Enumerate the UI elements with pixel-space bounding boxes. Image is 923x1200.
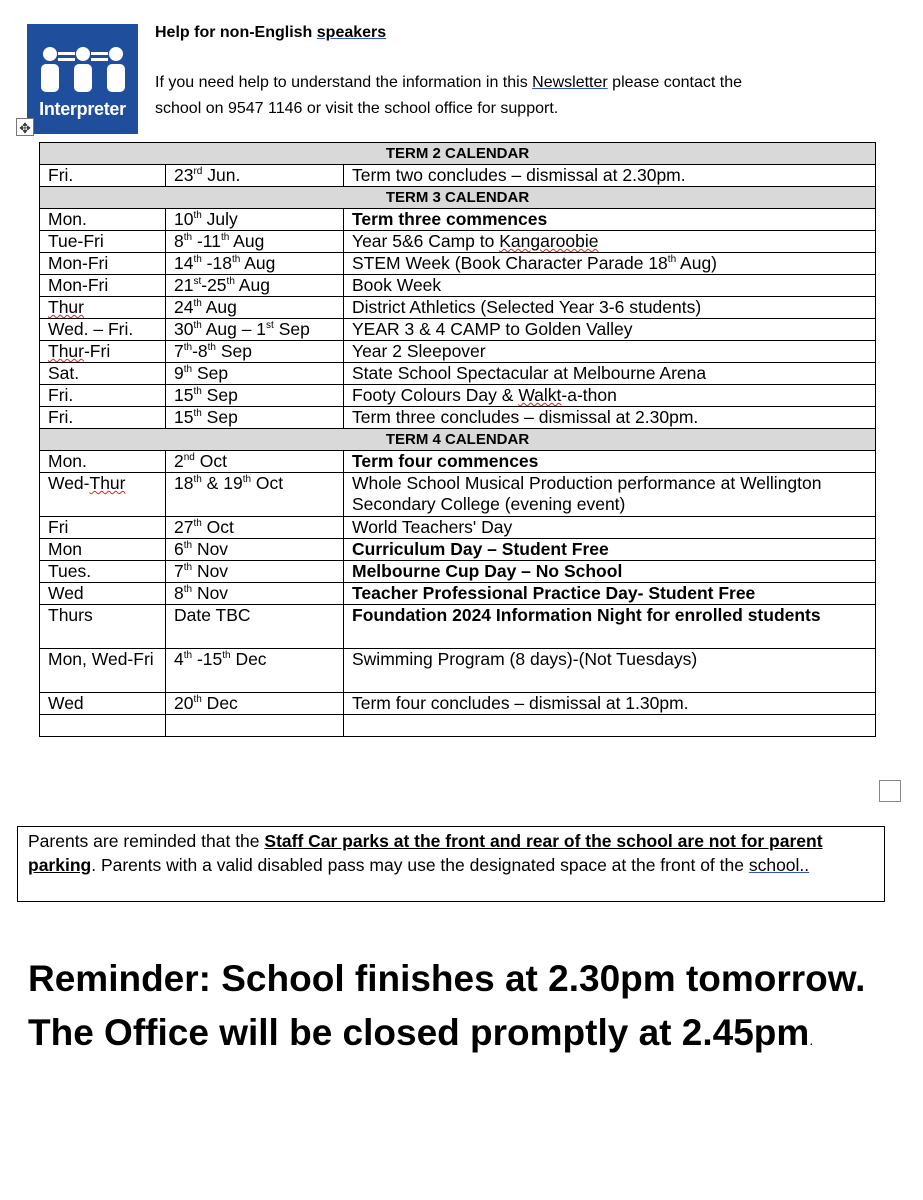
term4-heading-row [40, 429, 876, 451]
day-cell: Wed. – Fri. [40, 319, 166, 341]
help-text: If you need help to understand the information in this Newsletter please contact the school on 9547 1146 or visit the school office for support. [155, 74, 743, 117]
day-cell: Fri. [40, 407, 166, 429]
event-cell: Swimming Program (8 days)-(Not Tuesdays) [344, 649, 876, 693]
event-cell: Year 2 Sleepover [344, 341, 876, 363]
newsletter-link[interactable]: Newsletter [532, 74, 608, 91]
table-row [40, 451, 876, 473]
day-cell: Tue-Fri [40, 231, 166, 253]
calendar-body [40, 143, 876, 737]
event-cell: Term four commences [344, 451, 876, 473]
event-cell: Foundation 2024 Information Night for enrolled students [344, 605, 876, 649]
table-row [40, 605, 876, 649]
table-resize-handle[interactable] [879, 780, 901, 802]
table-row [40, 583, 876, 605]
date-cell: 4th -15th Dec [166, 649, 344, 693]
logo-label: Interpreter [39, 99, 126, 119]
table-row [40, 517, 876, 539]
day-cell: Fri. [40, 165, 166, 187]
term2-heading: TERM 2 CALENDAR [40, 143, 876, 165]
term3-heading: TERM 3 CALENDAR [40, 187, 876, 209]
table-row [40, 539, 876, 561]
date-cell: 15th Sep [166, 385, 344, 407]
table-row [40, 561, 876, 583]
event-cell: Book Week [344, 275, 876, 297]
date-cell: 9th Sep [166, 363, 344, 385]
table-row [40, 363, 876, 385]
table-row [40, 693, 876, 715]
parking-notice: Parents are reminded that the Staff Car parks at the front and rear of the school are not for parent parking. Parents with a valid disabled pass may use the designated space at the front of the school.. [17, 826, 885, 902]
date-cell: 14th -18th Aug [166, 253, 344, 275]
day-cell: Mon-Fri [40, 275, 166, 297]
day-cell: Sat. [40, 363, 166, 385]
event-cell: Footy Colours Day & Walkt-a-thon [344, 385, 876, 407]
table-row [40, 231, 876, 253]
day-cell: Mon [40, 539, 166, 561]
empty-row [40, 715, 876, 737]
table-move-handle-icon[interactable]: ✥ [16, 118, 34, 136]
event-cell: Year 5&6 Camp to Kangaroobie [344, 231, 876, 253]
term2-heading-row [40, 143, 876, 165]
table-row [40, 275, 876, 297]
help-title-underlined: speakers [316, 24, 387, 41]
day-cell: Mon, Wed-Fri [40, 649, 166, 693]
date-cell: 21st-25th Aug [166, 275, 344, 297]
table-row [40, 385, 876, 407]
term3-heading-row [40, 187, 876, 209]
day-cell: Mon. [40, 209, 166, 231]
empty-cell [40, 715, 166, 737]
event-cell: District Athletics (Selected Year 3-6 students) [344, 297, 876, 319]
event-cell: Melbourne Cup Day – No School [344, 561, 876, 583]
table-row [40, 473, 876, 517]
event-cell: Whole School Musical Production performance at Wellington Secondary College (evening event) [344, 473, 876, 517]
event-cell: State School Spectacular at Melbourne Arena [344, 363, 876, 385]
table-row [40, 165, 876, 187]
day-cell: Tues. [40, 561, 166, 583]
date-cell: 18th & 19th Oct [166, 473, 344, 517]
term4-heading: TERM 4 CALENDAR [40, 429, 876, 451]
event-cell: Term three commences [344, 209, 876, 231]
school-link[interactable]: school.. [748, 855, 810, 875]
help-title: Help for non-English speakers [155, 24, 387, 41]
date-cell: 8th -11th Aug [166, 231, 344, 253]
table-row [40, 649, 876, 693]
date-cell: 30th Aug – 1st Sep [166, 319, 344, 341]
table-row [40, 209, 876, 231]
date-cell: Date TBC [166, 605, 344, 649]
day-cell: Fri [40, 517, 166, 539]
empty-cell [344, 715, 876, 737]
reminder-text: Reminder: School finishes at 2.30pm tomorrow. The Office will be closed promptly at 2.45pm. [28, 958, 866, 1053]
day-cell: Thurs [40, 605, 166, 649]
parking-notice-bold: Staff Car parks at the front and rear of the school are not for parent parking [28, 831, 823, 875]
event-cell: STEM Week (Book Character Parade 18th Aug) [344, 253, 876, 275]
event-cell: Teacher Professional Practice Day- Student Free [344, 583, 876, 605]
day-cell: Wed [40, 583, 166, 605]
interpreter-logo [27, 24, 138, 134]
event-cell: Term four concludes – dismissal at 1.30pm. [344, 693, 876, 715]
day-cell: Wed [40, 693, 166, 715]
day-cell: Thur-Fri [40, 341, 166, 363]
date-cell: 27th Oct [166, 517, 344, 539]
event-cell: World Teachers' Day [344, 517, 876, 539]
event-cell: YEAR 3 & 4 CAMP to Golden Valley [344, 319, 876, 341]
table-row [40, 297, 876, 319]
day-cell: Wed-Thur [40, 473, 166, 517]
event-cell: Term two concludes – dismissal at 2.30pm. [344, 165, 876, 187]
date-cell: 15th Sep [166, 407, 344, 429]
date-cell: 6th Nov [166, 539, 344, 561]
date-cell: 20th Dec [166, 693, 344, 715]
event-cell: Curriculum Day – Student Free [344, 539, 876, 561]
date-cell: 8th Nov [166, 583, 344, 605]
table-row [40, 319, 876, 341]
date-cell: 23rd Jun. [166, 165, 344, 187]
empty-cell [166, 715, 344, 737]
date-cell: 2nd Oct [166, 451, 344, 473]
day-cell: Fri. [40, 385, 166, 407]
day-cell: Mon. [40, 451, 166, 473]
table-row [40, 253, 876, 275]
table-row [40, 341, 876, 363]
date-cell: 7th-8th Sep [166, 341, 344, 363]
day-cell: Thur [40, 297, 166, 319]
date-cell: 24th Aug [166, 297, 344, 319]
table-row [40, 407, 876, 429]
date-cell: 7th Nov [166, 561, 344, 583]
date-cell: 10th July [166, 209, 344, 231]
event-cell: Term three concludes – dismissal at 2.30pm. [344, 407, 876, 429]
term-calendar-table [39, 142, 876, 737]
day-cell: Mon-Fri [40, 253, 166, 275]
